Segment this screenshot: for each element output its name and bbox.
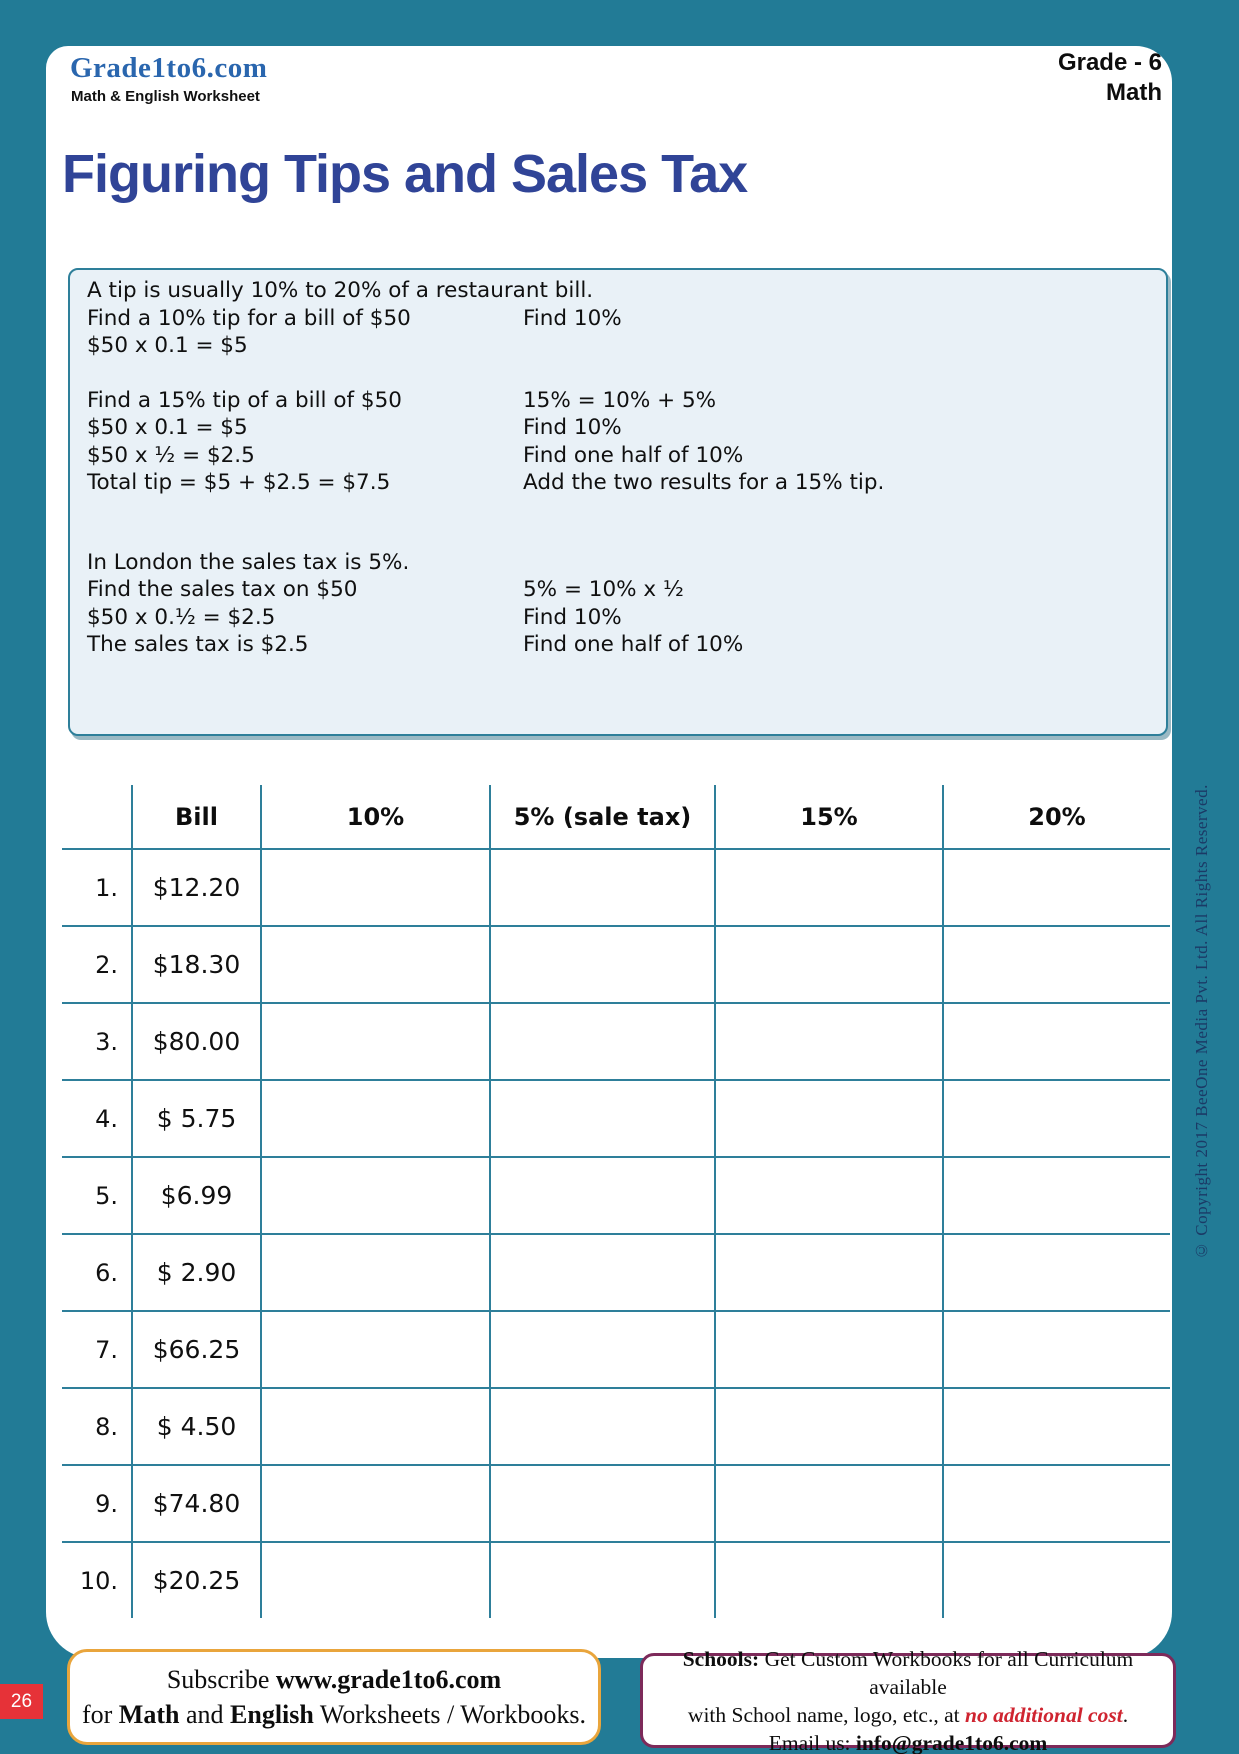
instruction-text-right: Add the two results for a 15% tip. — [523, 470, 885, 495]
instruction-line — [87, 604, 1156, 632]
bill-cell: $20.25 — [131, 1541, 260, 1618]
instruction-text-right — [523, 332, 1156, 360]
answer-cell — [260, 1233, 489, 1310]
header-cell-number — [62, 785, 131, 848]
answer-cell — [714, 925, 942, 1002]
answer-cell — [714, 1387, 942, 1464]
bill-cell: $ 5.75 — [131, 1079, 260, 1156]
bill-cell: $6.99 — [131, 1156, 260, 1233]
instruction-text-left: $50 x 0.1 = $5 — [87, 333, 248, 358]
answer-cell — [714, 1464, 942, 1541]
bill-cell: $12.20 — [131, 848, 260, 925]
schools-line-3 — [643, 1729, 1173, 1754]
instruction-text-left: A tip is usually 10% to 20% of a restaurant bill. — [87, 278, 594, 303]
instruction-box — [68, 268, 1168, 736]
instruction-line — [87, 442, 1156, 470]
schools-line-2 — [643, 1701, 1173, 1729]
site-logo: Grade1to6.com — [70, 52, 268, 84]
table-header-row — [62, 785, 1170, 848]
text-segment: English — [230, 1700, 314, 1729]
table-row — [62, 1156, 1170, 1233]
bill-cell: $ 2.90 — [131, 1233, 260, 1310]
text-segment: Worksheets / Workbooks. — [313, 1700, 587, 1729]
answer-cell — [714, 848, 942, 925]
instruction-text-right: Find 10% — [523, 415, 622, 440]
answer-cell — [489, 1464, 714, 1541]
page-number-badge: 26 — [0, 1684, 43, 1719]
text-segment: www.grade1to6.com — [275, 1665, 502, 1694]
text-segment: Email us: — [768, 1730, 856, 1754]
answer-cell — [942, 1079, 1170, 1156]
instruction-text-left: $50 x ½ = $2.5 — [87, 442, 255, 468]
bill-cell: $74.80 — [131, 1464, 260, 1541]
answer-cell — [942, 1541, 1170, 1618]
instruction-line — [87, 277, 1156, 305]
instruction-section — [87, 277, 1156, 360]
instruction-line — [87, 549, 1156, 577]
table-row — [62, 1541, 1170, 1618]
answer-cell — [714, 1002, 942, 1079]
instruction-line — [87, 387, 1156, 415]
answer-cell — [489, 1002, 714, 1079]
answer-cell — [714, 1156, 942, 1233]
instruction-line — [87, 631, 1156, 659]
instruction-text-right: Find 10% — [523, 305, 622, 331]
row-number-cell: 8. — [62, 1387, 131, 1464]
instruction-line — [87, 305, 1156, 333]
site-logo-subtitle: Math & English Worksheet — [71, 88, 260, 105]
bill-cell: $18.30 — [131, 925, 260, 1002]
instruction-text-right — [523, 277, 1156, 305]
subscribe-line-1 — [70, 1662, 598, 1697]
instruction-text-right: 5% = 10% x ½ — [523, 577, 684, 602]
instruction-text-left: $50 x 0.1 = $5 — [87, 415, 248, 440]
table-row — [62, 1387, 1170, 1464]
answer-cell — [260, 1541, 489, 1618]
answer-cell — [260, 925, 489, 1002]
header-cell: 15% — [714, 785, 942, 848]
answer-cell — [942, 1310, 1170, 1387]
copyright-vertical-text: © Copyright 2017 BeeOne Media Pvt. Ltd. All Rights Reserved. — [1192, 784, 1211, 1260]
worksheet-table — [62, 785, 1170, 1618]
instruction-line — [87, 332, 1156, 360]
row-number-cell: 5. — [62, 1156, 131, 1233]
answer-cell — [714, 1541, 942, 1618]
answer-cell — [942, 1464, 1170, 1541]
text-segment: Get Custom Workbooks for all Curriculum available — [759, 1646, 1134, 1699]
table-row — [62, 1233, 1170, 1310]
row-number-cell: 7. — [62, 1310, 131, 1387]
text-segment: and — [179, 1700, 231, 1729]
instruction-text-left: The sales tax is $2.5 — [87, 632, 309, 657]
instruction-line — [87, 469, 1156, 497]
answer-cell — [260, 1079, 489, 1156]
instruction-text-right: Find 10% — [523, 604, 622, 630]
instruction-text-right: Find one half of 10% — [523, 442, 744, 468]
instruction-text-left: Find a 10% tip for a bill of $50 — [87, 305, 411, 331]
instruction-text-right: Find one half of 10% — [523, 632, 744, 657]
answer-cell — [260, 1464, 489, 1541]
header-cell: 10% — [260, 785, 489, 848]
answer-cell — [489, 1387, 714, 1464]
instruction-text-right — [523, 549, 1156, 577]
instruction-section — [87, 387, 1156, 497]
answer-cell — [260, 1002, 489, 1079]
answer-cell — [942, 1233, 1170, 1310]
table-row — [62, 1310, 1170, 1387]
answer-cell — [489, 1310, 714, 1387]
header-cell: 5% (sale tax) — [489, 785, 714, 848]
header-cell: Bill — [131, 785, 260, 848]
schools-line-1 — [643, 1645, 1173, 1701]
instruction-text-left: Find a 15% tip of a bill of $50 — [87, 387, 402, 413]
row-number-cell: 10. — [62, 1541, 131, 1618]
table-row — [62, 1079, 1170, 1156]
subscribe-banner — [67, 1649, 601, 1745]
table-row — [62, 1002, 1170, 1079]
answer-cell — [714, 1310, 942, 1387]
text-segment: with School name, logo, etc., at — [687, 1702, 965, 1727]
answer-cell — [260, 1156, 489, 1233]
answer-cell — [489, 925, 714, 1002]
answer-cell — [942, 848, 1170, 925]
instruction-text-right: 15% = 10% + 5% — [523, 387, 717, 413]
instruction-text-left: $50 x 0.½ = $2.5 — [87, 604, 276, 630]
table-row — [62, 925, 1170, 1002]
page-title: Figuring Tips and Sales Tax — [62, 144, 748, 204]
grade-label — [1058, 48, 1162, 108]
row-number-cell: 4. — [62, 1079, 131, 1156]
subscribe-line-2 — [70, 1697, 598, 1732]
instruction-section — [87, 549, 1156, 659]
instruction-line — [87, 576, 1156, 604]
answer-cell — [942, 1387, 1170, 1464]
row-number-cell: 1. — [62, 848, 131, 925]
answer-cell — [714, 1079, 942, 1156]
answer-cell — [489, 1233, 714, 1310]
answer-cell — [942, 925, 1170, 1002]
row-number-cell: 2. — [62, 925, 131, 1002]
text-segment: no additional cost — [964, 1702, 1123, 1727]
text-segment: Schools: — [682, 1646, 760, 1671]
answer-cell — [260, 1387, 489, 1464]
row-number-cell: 9. — [62, 1464, 131, 1541]
answer-cell — [489, 1156, 714, 1233]
bill-cell: $66.25 — [131, 1310, 260, 1387]
instruction-line — [87, 414, 1156, 442]
instruction-text-left: In London the sales tax is 5%. — [87, 549, 410, 575]
answer-cell — [260, 848, 489, 925]
schools-banner — [640, 1646, 1176, 1754]
answer-cell — [260, 1310, 489, 1387]
grade-line: Grade - 6 — [1057, 49, 1162, 76]
answer-cell — [489, 848, 714, 925]
answer-cell — [489, 1541, 714, 1618]
subject-line: Math — [1106, 79, 1162, 106]
answer-cell — [714, 1233, 942, 1310]
table-row — [62, 848, 1170, 925]
table-row — [62, 1464, 1170, 1541]
text-segment: Subscribe — [166, 1665, 276, 1694]
instruction-text-left: Total tip = $5 + $2.5 = $7.5 — [87, 470, 391, 495]
text-segment: . — [1122, 1702, 1129, 1727]
answer-cell — [942, 1156, 1170, 1233]
row-number-cell: 6. — [62, 1233, 131, 1310]
header-cell: 20% — [942, 785, 1170, 848]
row-number-cell: 3. — [62, 1002, 131, 1079]
answer-cell — [489, 1079, 714, 1156]
instruction-text-left: Find the sales tax on $50 — [87, 577, 358, 602]
text-segment: info@grade1to6.com — [855, 1730, 1048, 1754]
bill-cell: $80.00 — [131, 1002, 260, 1079]
text-segment: for — [81, 1700, 119, 1729]
text-segment: Math — [118, 1700, 180, 1729]
bill-cell: $ 4.50 — [131, 1387, 260, 1464]
answer-cell — [942, 1002, 1170, 1079]
